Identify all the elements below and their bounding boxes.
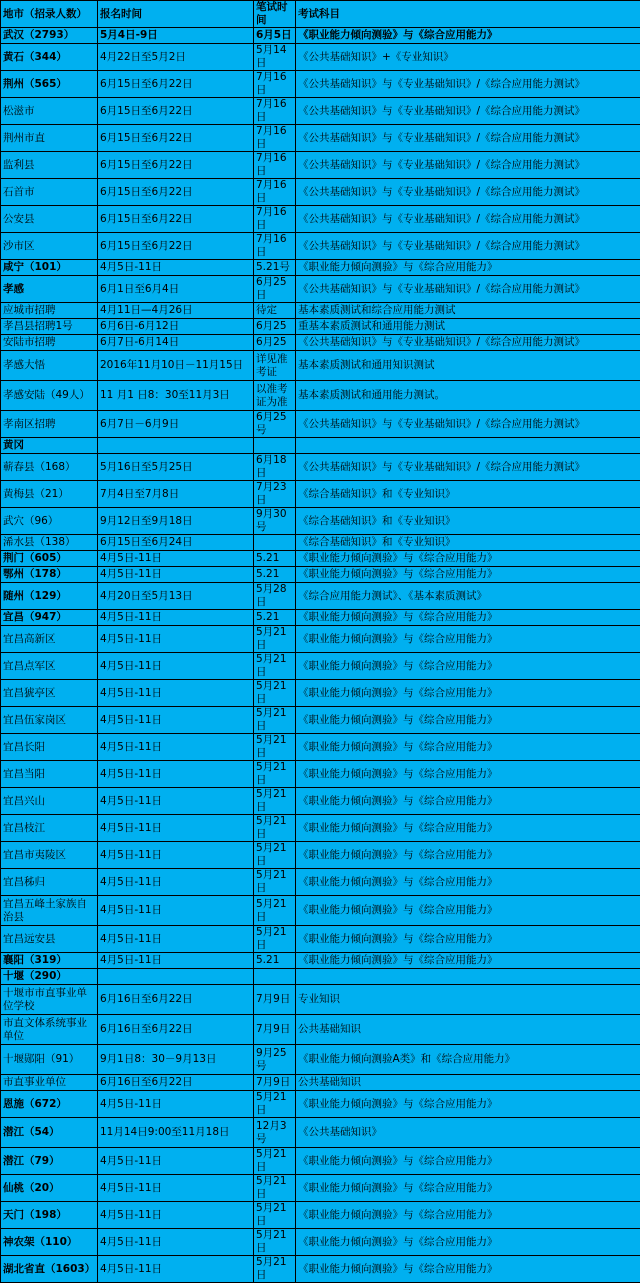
table-row <box>1 896 640 926</box>
registration-time-cell: 6月15日至6月22日 <box>98 233 254 260</box>
registration-time-cell: 5月16日至5月25日 <box>98 454 254 481</box>
exam-time-cell: 详见准考证 <box>254 351 296 381</box>
region-cell: 蕲春县（168） <box>1 454 98 481</box>
registration-time-cell: 6月7日－6月9日 <box>98 411 254 438</box>
table-row <box>1 953 640 969</box>
table-row <box>1 1118 640 1148</box>
region-cell: 宜昌市夷陵区 <box>1 842 98 869</box>
table-row <box>1 1015 640 1045</box>
registration-time-cell: 2016年11月10日－11月15日 <box>98 351 254 381</box>
table-row <box>1 1045 640 1075</box>
registration-time-cell: 4月5日-11日 <box>98 567 254 583</box>
table-row <box>1 926 640 953</box>
registration-time-cell: 6月15日至6月22日 <box>98 71 254 98</box>
registration-time-cell: 4月5日-11日 <box>98 926 254 953</box>
region-cell: 孝感 <box>1 276 98 303</box>
exam-time-cell: 5.21 <box>254 551 296 567</box>
registration-time-cell: 4月5日-11日 <box>98 788 254 815</box>
exam-subjects-cell: 《职业能力倾向测验》与《综合应用能力》 <box>296 1256 640 1283</box>
table-row <box>1 653 640 680</box>
region-cell: 十堰（290） <box>1 969 98 985</box>
registration-time-cell: 4月5日-11日 <box>98 260 254 276</box>
exam-time-cell: 6月25号 <box>254 411 296 438</box>
registration-time-cell: 4月5日-11日 <box>98 653 254 680</box>
table-row <box>1 610 640 626</box>
registration-time-cell: 4月5日-11日 <box>98 610 254 626</box>
exam-subjects-cell: 《公共基础知识》与《专业基础知识》/《综合应用能力测试》 <box>296 233 640 260</box>
table-row <box>1 626 640 653</box>
region-cell: 孝感安陆（49人） <box>1 381 98 411</box>
exam-subjects-cell: 专业知识 <box>296 985 640 1015</box>
registration-time-cell: 4月11日—4月26日 <box>98 303 254 319</box>
exam-subjects-cell: 《公共基础知识》与《专业基础知识》/《综合应用能力测试》 <box>296 454 640 481</box>
exam-time-cell: 5.21号 <box>254 260 296 276</box>
region-cell: 市直事业单位 <box>1 1075 98 1091</box>
table-row <box>1 276 640 303</box>
exam-subjects-cell: 《职业能力倾向测验》与《综合应用能力》 <box>296 926 640 953</box>
exam-time-cell: 5月21日 <box>254 680 296 707</box>
exam-subjects-cell: 《职业能力倾向测验》与《综合应用能力》 <box>296 1148 640 1175</box>
exam-time-cell: 5月14日 <box>254 44 296 71</box>
exam-subjects-cell: 《公共基础知识》与《专业基础知识》/《综合应用能力测试》 <box>296 179 640 206</box>
header-region: 地市（招录人数） <box>1 1 98 28</box>
registration-time-cell: 4月5日-11日 <box>98 707 254 734</box>
table-row <box>1 869 640 896</box>
region-cell: 荆州（565） <box>1 71 98 98</box>
registration-time-cell: 6月16日至6月22日 <box>98 1015 254 1045</box>
exam-time-cell: 待定 <box>254 303 296 319</box>
registration-time-cell: 6月1日至6月4日 <box>98 276 254 303</box>
registration-time-cell: 4月5日-11日 <box>98 1175 254 1202</box>
region-cell: 宜昌伍家岗区 <box>1 707 98 734</box>
region-cell: 宜昌（947） <box>1 610 98 626</box>
table-row <box>1 1148 640 1175</box>
exam-time-cell: 6月25日 <box>254 276 296 303</box>
exam-subjects-cell: 《公共基础知识》+《专业知识》 <box>296 44 640 71</box>
exam-time-cell: 5月21日 <box>254 1202 296 1229</box>
exam-time-cell: 5月21日 <box>254 815 296 842</box>
table-row <box>1 481 640 508</box>
exam-time-cell: 5.21 <box>254 953 296 969</box>
region-cell: 十堰郧阳（91） <box>1 1045 98 1075</box>
table-row <box>1 707 640 734</box>
exam-time-cell: 7月16日 <box>254 206 296 233</box>
exam-subjects-cell: 《综合基础知识》和《专业知识》 <box>296 535 640 551</box>
header-registration-time: 报名时间 <box>98 1 254 28</box>
registration-time-cell: 4月5日-11日 <box>98 1091 254 1118</box>
exam-subjects-cell: 《职业能力倾向测验》与《综合应用能力》 <box>296 761 640 788</box>
exam-subjects-cell: 《职业能力倾向测验》与《综合应用能力》 <box>296 653 640 680</box>
region-cell: 宜昌远安县 <box>1 926 98 953</box>
region-cell: 潜江（79） <box>1 1148 98 1175</box>
exam-subjects-cell: 公共基础知识 <box>296 1075 640 1091</box>
region-cell: 宜昌猇亭区 <box>1 680 98 707</box>
exam-time-cell: 7月16日 <box>254 98 296 125</box>
registration-time-cell: 6月7日-6月14日 <box>98 335 254 351</box>
header-exam-subjects: 考试科目 <box>296 1 640 28</box>
exam-subjects-cell: 《职业能力倾向测验》与《综合应用能力》 <box>296 1202 640 1229</box>
table-row <box>1 567 640 583</box>
exam-time-cell <box>254 969 296 985</box>
exam-subjects-cell: 《职业能力倾向测验》与《综合应用能力》 <box>296 896 640 926</box>
region-cell: 沙市区 <box>1 233 98 260</box>
table-row <box>1 438 640 454</box>
table-row <box>1 969 640 985</box>
table-row <box>1 28 640 44</box>
exam-time-cell: 6月18日 <box>254 454 296 481</box>
table-row <box>1 734 640 761</box>
table-row <box>1 1175 640 1202</box>
table-row <box>1 535 640 551</box>
table-row <box>1 583 640 610</box>
region-cell: 宜昌秭归 <box>1 869 98 896</box>
exam-time-cell: 5月21日 <box>254 734 296 761</box>
exam-subjects-cell: 基本素质测试和通用知识测试 <box>296 351 640 381</box>
exam-time-cell: 7月16日 <box>254 125 296 152</box>
region-cell: 武穴（96） <box>1 508 98 535</box>
registration-time-cell: 9月1日8：30－9月13日 <box>98 1045 254 1075</box>
table-row <box>1 788 640 815</box>
exam-subjects-cell: 基本素质测试和通用能力测试。 <box>296 381 640 411</box>
region-cell: 湖北省直（1603） <box>1 1256 98 1283</box>
exam-time-cell: 5月21日 <box>254 1229 296 1256</box>
registration-time-cell: 6月15日至6月22日 <box>98 98 254 125</box>
exam-time-cell: 5月21日 <box>254 842 296 869</box>
exam-subjects-cell: 《职业能力倾向测验》与《综合应用能力》 <box>296 707 640 734</box>
table-row <box>1 319 640 335</box>
exam-time-cell: 5月28日 <box>254 583 296 610</box>
table-header-row <box>1 1 640 28</box>
registration-time-cell: 4月5日-11日 <box>98 815 254 842</box>
registration-time-cell: 4月5日-11日 <box>98 761 254 788</box>
registration-time-cell: 6月16日至6月22日 <box>98 985 254 1015</box>
table-row <box>1 1091 640 1118</box>
exam-time-cell: 以准考证为准 <box>254 381 296 411</box>
exam-subjects-cell: 《职业能力倾向测验》与《综合应用能力》 <box>296 680 640 707</box>
table-row <box>1 98 640 125</box>
exam-subjects-cell: 重基本素质测试和通用能力测试 <box>296 319 640 335</box>
registration-time-cell: 6月16日至6月22日 <box>98 1075 254 1091</box>
table-row <box>1 206 640 233</box>
registration-time-cell: 4月5日-11日 <box>98 953 254 969</box>
exam-subjects-cell: 《综合基础知识》和《专业知识》 <box>296 508 640 535</box>
region-cell: 神农架（110） <box>1 1229 98 1256</box>
exam-time-cell: 9月30号 <box>254 508 296 535</box>
exam-subjects-cell: 《职业能力倾向测验》与《综合应用能力》 <box>296 734 640 761</box>
registration-time-cell: 4月20日至5月13日 <box>98 583 254 610</box>
table-body <box>1 1 640 1283</box>
exam-time-cell: 5月21日 <box>254 1256 296 1283</box>
table-row <box>1 179 640 206</box>
exam-time-cell: 6月5日 <box>254 28 296 44</box>
exam-subjects-cell: 《公共基础知识》与《专业基础知识》/《综合应用能力测试》 <box>296 206 640 233</box>
exam-subjects-cell: 《职业能力倾向测验》与《综合应用能力》 <box>296 626 640 653</box>
region-cell: 松滋市 <box>1 98 98 125</box>
region-cell: 黄石（344） <box>1 44 98 71</box>
region-cell: 潜江（54） <box>1 1118 98 1148</box>
registration-time-cell <box>98 969 254 985</box>
region-cell: 市直文体系统事业单位 <box>1 1015 98 1045</box>
exam-time-cell: 7月9日 <box>254 1075 296 1091</box>
region-cell: 监利县 <box>1 152 98 179</box>
exam-subjects-cell: 《公共基础知识》 <box>296 1118 640 1148</box>
exam-subjects-cell: 《职业能力倾向测验A类》和《综合应用能力》 <box>296 1045 640 1075</box>
table-row <box>1 761 640 788</box>
exam-subjects-cell: 《公共基础知识》与《专业基础知识》/《综合应用能力测试》 <box>296 125 640 152</box>
registration-time-cell: 4月5日-11日 <box>98 680 254 707</box>
exam-subjects-cell: 《职业能力倾向测验》与《综合应用能力》 <box>296 551 640 567</box>
registration-time-cell: 6月15日至6月22日 <box>98 125 254 152</box>
region-cell: 宜昌高新区 <box>1 626 98 653</box>
region-cell: 安陆市招聘 <box>1 335 98 351</box>
exam-time-cell: 7月16日 <box>254 179 296 206</box>
region-cell: 宜昌当阳 <box>1 761 98 788</box>
table-row <box>1 1256 640 1283</box>
exam-subjects-cell: 《职业能力倾向测验》与《综合应用能力》 <box>296 842 640 869</box>
exam-time-cell: 6月25 <box>254 319 296 335</box>
table-row <box>1 260 640 276</box>
table-row <box>1 1229 640 1256</box>
registration-time-cell: 6月6日-6月12日 <box>98 319 254 335</box>
exam-subjects-cell: 《公共基础知识》与《专业基础知识》/《综合应用能力测试》 <box>296 71 640 98</box>
table-row <box>1 152 640 179</box>
region-cell: 荆门（605） <box>1 551 98 567</box>
region-cell: 公安县 <box>1 206 98 233</box>
exam-subjects-cell: 《职业能力倾向测验》与《综合应用能力》 <box>296 1229 640 1256</box>
header-exam-time: 笔试时间 <box>254 1 296 28</box>
region-cell: 宜昌兴山 <box>1 788 98 815</box>
registration-time-cell: 4月5日-11日 <box>98 551 254 567</box>
table-row <box>1 985 640 1015</box>
exam-time-cell: 6月25 <box>254 335 296 351</box>
registration-time-cell: 4月5日-11日 <box>98 1202 254 1229</box>
registration-time-cell: 6月15日至6月24日 <box>98 535 254 551</box>
table-row <box>1 842 640 869</box>
table-row <box>1 44 640 71</box>
exam-subjects-cell: 《职业能力倾向测验》与《综合应用能力》 <box>296 28 640 44</box>
region-cell: 黄冈 <box>1 438 98 454</box>
table-row <box>1 351 640 381</box>
region-cell: 宜昌长阳 <box>1 734 98 761</box>
exam-subjects-cell: 《职业能力倾向测验》与《综合应用能力》 <box>296 567 640 583</box>
region-cell: 武汉（2793） <box>1 28 98 44</box>
exam-time-cell: 7月16日 <box>254 233 296 260</box>
exam-time-cell <box>254 438 296 454</box>
table-row <box>1 454 640 481</box>
exam-time-cell: 5.21 <box>254 610 296 626</box>
exam-time-cell: 5.21 <box>254 567 296 583</box>
exam-time-cell: 5月21日 <box>254 788 296 815</box>
table-row <box>1 233 640 260</box>
exam-subjects-cell: 基本素质测试和综合应用能力测试 <box>296 303 640 319</box>
region-cell: 十堰市市直事业单位学校 <box>1 985 98 1015</box>
registration-time-cell: 11月14日9:00至11月18日 <box>98 1118 254 1148</box>
region-cell: 宜昌点军区 <box>1 653 98 680</box>
region-cell: 黄梅县（21） <box>1 481 98 508</box>
region-cell: 宜昌五峰土家族自治县 <box>1 896 98 926</box>
region-cell: 鄂州（178） <box>1 567 98 583</box>
exam-subjects-cell <box>296 438 640 454</box>
table-row <box>1 71 640 98</box>
exam-time-cell: 5月21日 <box>254 926 296 953</box>
exam-time-cell: 9月25号 <box>254 1045 296 1075</box>
table-row <box>1 680 640 707</box>
registration-time-cell: 9月12日至9月18日 <box>98 508 254 535</box>
exam-time-cell <box>254 535 296 551</box>
registration-time-cell: 6月15日至6月22日 <box>98 179 254 206</box>
region-cell: 石首市 <box>1 179 98 206</box>
exam-time-cell: 5月21日 <box>254 707 296 734</box>
region-cell: 孝南区招聘 <box>1 411 98 438</box>
region-cell: 荆州市直 <box>1 125 98 152</box>
region-cell: 天门（198） <box>1 1202 98 1229</box>
registration-time-cell: 4月5日-11日 <box>98 869 254 896</box>
registration-time-cell <box>98 438 254 454</box>
registration-time-cell: 4月5日-11日 <box>98 626 254 653</box>
exam-time-cell: 5月21日 <box>254 1148 296 1175</box>
exam-subjects-cell: 《公共基础知识》与《专业基础知识》/《综合应用能力测试》 <box>296 152 640 179</box>
table-row <box>1 1075 640 1091</box>
registration-time-cell: 11 月1 日8：30至11月3日 <box>98 381 254 411</box>
exam-time-cell: 5月21日 <box>254 1175 296 1202</box>
registration-time-cell: 5月4日-9日 <box>98 28 254 44</box>
exam-subjects-cell: 《综合基础知识》和《专业知识》 <box>296 481 640 508</box>
exam-time-cell: 5月21日 <box>254 869 296 896</box>
exam-time-cell: 5月21日 <box>254 896 296 926</box>
registration-time-cell: 4月5日-11日 <box>98 734 254 761</box>
exam-time-cell: 7月23日 <box>254 481 296 508</box>
table-row <box>1 508 640 535</box>
exam-subjects-cell: 《公共基础知识》与《专业基础知识》/《综合应用能力测试》 <box>296 98 640 125</box>
table-row <box>1 335 640 351</box>
exam-time-cell: 12月3号 <box>254 1118 296 1148</box>
registration-time-cell: 4月5日-11日 <box>98 1229 254 1256</box>
region-cell: 宜昌枝江 <box>1 815 98 842</box>
registration-time-cell: 6月15日至6月22日 <box>98 152 254 179</box>
exam-subjects-cell: 《职业能力倾向测验》与《综合应用能力》 <box>296 788 640 815</box>
region-cell: 咸宁（101） <box>1 260 98 276</box>
exam-subjects-cell: 《职业能力倾向测验》与《综合应用能力》 <box>296 260 640 276</box>
region-cell: 仙桃（20） <box>1 1175 98 1202</box>
registration-time-cell: 7月4日至7月8日 <box>98 481 254 508</box>
table-row <box>1 381 640 411</box>
exam-time-cell: 7月9日 <box>254 985 296 1015</box>
exam-subjects-cell: 《职业能力倾向测验》与《综合应用能力》 <box>296 1175 640 1202</box>
registration-time-cell: 4月5日-11日 <box>98 896 254 926</box>
exam-time-cell: 7月16日 <box>254 152 296 179</box>
exam-time-cell: 5月21日 <box>254 653 296 680</box>
exam-subjects-cell: 公共基础知识 <box>296 1015 640 1045</box>
region-cell: 恩施（672） <box>1 1091 98 1118</box>
table-row <box>1 125 640 152</box>
exam-time-cell: 7月9日 <box>254 1015 296 1045</box>
exam-subjects-cell: 《职业能力倾向测验》与《综合应用能力》 <box>296 1091 640 1118</box>
region-cell: 应城市招聘 <box>1 303 98 319</box>
registration-time-cell: 4月5日-11日 <box>98 842 254 869</box>
table-row <box>1 303 640 319</box>
table-row <box>1 1202 640 1229</box>
exam-subjects-cell: 《公共基础知识》与《专业基础知识》/《综合应用能力测试》 <box>296 276 640 303</box>
region-cell: 襄阳（319） <box>1 953 98 969</box>
exam-time-cell: 5月21日 <box>254 1091 296 1118</box>
region-cell: 随州（129） <box>1 583 98 610</box>
table-row <box>1 815 640 842</box>
region-cell: 浠水县（138） <box>1 535 98 551</box>
exam-subjects-cell: 《公共基础知识》与《专业基础知识》/《综合应用能力测试》 <box>296 335 640 351</box>
exam-subjects-cell: 《职业能力倾向测验》与《综合应用能力》 <box>296 815 640 842</box>
table-row <box>1 411 640 438</box>
exam-time-cell: 5月21日 <box>254 761 296 788</box>
region-cell: 孝昌县招聘1号 <box>1 319 98 335</box>
exam-subjects-cell: 《职业能力倾向测验》与《综合应用能力》 <box>296 869 640 896</box>
exam-subjects-cell: 《公共基础知识》与《专业基础知识》/《综合应用能力测试》 <box>296 411 640 438</box>
region-cell: 孝感大悟 <box>1 351 98 381</box>
registration-time-cell: 4月5日-11日 <box>98 1148 254 1175</box>
exam-subjects-cell: 《综合应用能力测试》、《基本素质测试》 <box>296 583 640 610</box>
registration-time-cell: 4月5日-11日 <box>98 1256 254 1283</box>
exam-subjects-cell: 《职业能力倾向测验》与《综合应用能力》 <box>296 953 640 969</box>
registration-time-cell: 4月22日至5月2日 <box>98 44 254 71</box>
table-row <box>1 551 640 567</box>
exam-time-cell: 5月21日 <box>254 626 296 653</box>
exam-subjects-cell <box>296 969 640 985</box>
exam-subjects-cell: 《职业能力倾向测验》与《综合应用能力》 <box>296 610 640 626</box>
registration-time-cell: 6月15日至6月22日 <box>98 206 254 233</box>
exam-time-cell: 7月16日 <box>254 71 296 98</box>
